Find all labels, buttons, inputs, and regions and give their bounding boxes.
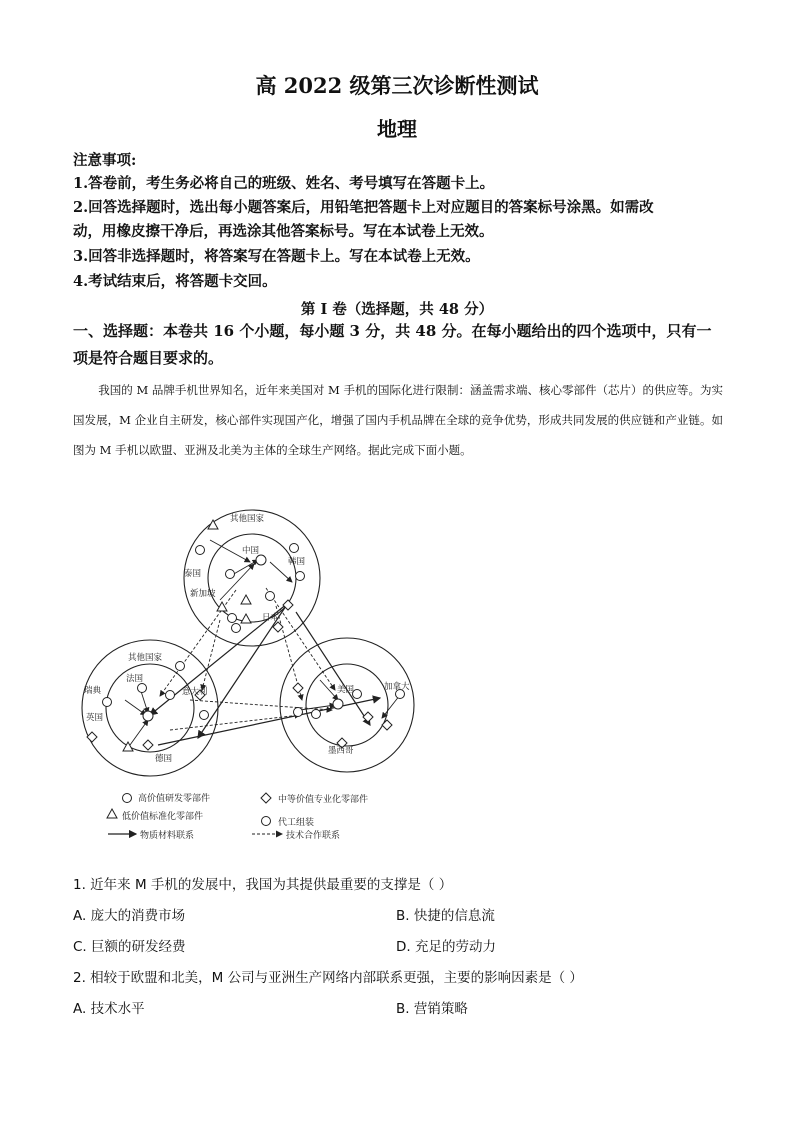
question-2-option-b[interactable]: B. 营销策略 (396, 1001, 468, 1017)
page-title: 高 2022 级第三次诊断性测试 (255, 73, 539, 98)
label-uk: 英国 (86, 713, 104, 723)
label-europe-other: 其他国家 (128, 653, 163, 663)
label-france: 法国 (126, 674, 144, 684)
question-1-option-c[interactable]: C. 巨额的研发经费 (73, 939, 186, 955)
label-italy: 意大利 (182, 687, 208, 697)
section-instruction: 一、选择题：本卷共 16 个小题，每小题 3 分，共 48 分。在每小题给出的四个选项中，只有一项是符合题目要求的。 (73, 322, 712, 367)
diagram-legend (100, 788, 400, 843)
legend-mid-value: 中等价值专业化零部件 (278, 795, 369, 805)
label-germany: 德国 (155, 754, 173, 764)
question-1-option-d[interactable]: D. 充足的劳动力 (396, 939, 496, 955)
question-1-option-b[interactable]: B. 快捷的信息流 (396, 908, 495, 924)
label-asia-other: 其他国家 (230, 514, 265, 524)
label-japan: 日本 (262, 613, 280, 623)
label-usa: 美国 (337, 685, 355, 695)
legend-high-value: 高价值研发零部件 (138, 794, 211, 804)
label-sweden: 瑞典 (84, 686, 102, 696)
note-item: 4.考试结束后，将答题卡交回。 (73, 273, 277, 290)
label-thailand: 泰国 (184, 569, 202, 579)
legend-oem: 代工组装 (278, 818, 315, 828)
notes-heading: 注意事项: (73, 152, 137, 169)
label-mexico: 墨西哥 (328, 746, 354, 756)
question-1-option-a[interactable]: A. 庞大的消费市场 (73, 908, 186, 924)
label-canada: 加拿大 (384, 682, 410, 692)
reading-passage: 我国的 M 品牌手机世界知名，近年来美国对 M 手机的国际化进行限制：涵盖需求端、核心零部件（芯片）的供应等。为实国发展，M 企业自主研发，核心部件实现国产化，增强了国内手机品牌在全球的竞争优势，形成共同发展的供应链和产业链。如图为 M 手机以欧盟、亚洲及北美为主体的全球生产网络。据此完成下面小题。 (73, 383, 723, 457)
question-1-stem: 1. 近年来 M 手机的发展中，我国为其提供最重要的支撑是（ ） (73, 877, 453, 893)
subject-title: 地理 (377, 117, 417, 141)
section-title: 第 I 卷（选择题，共 48 分） (300, 301, 494, 318)
label-korea: 韩国 (288, 557, 306, 567)
question-2-stem: 2. 相较于欧盟和北美，M 公司与亚洲生产网络内部联系更强，主要的影响因素是（ ） (73, 970, 583, 986)
legend-low-value: 低价值标准化零部件 (122, 812, 204, 822)
question-2-option-a[interactable]: A. 技术水平 (73, 1001, 145, 1017)
note-item: 2.回答选择题时，选出每小题答案后，用铅笔把答题卡上对应题目的答案标号涂黑。如需改 (73, 199, 654, 216)
label-singapore: 新加坡 (190, 589, 216, 599)
legend-tech-link: 技术合作联系 (286, 831, 341, 841)
note-item: 动，用橡皮擦干净后，再选涂其他答案标号。写在本试卷上无效。 (73, 223, 494, 240)
note-item: 3.回答非选择题时，将答案写在答题卡上。写在本试卷上无效。 (73, 248, 480, 265)
label-china: 中国 (242, 546, 260, 556)
legend-material-link: 物质材料联系 (140, 831, 195, 841)
note-item: 1.答卷前，考生务必将自己的班级、姓名、考号填写在答题卡上。 (73, 175, 495, 192)
